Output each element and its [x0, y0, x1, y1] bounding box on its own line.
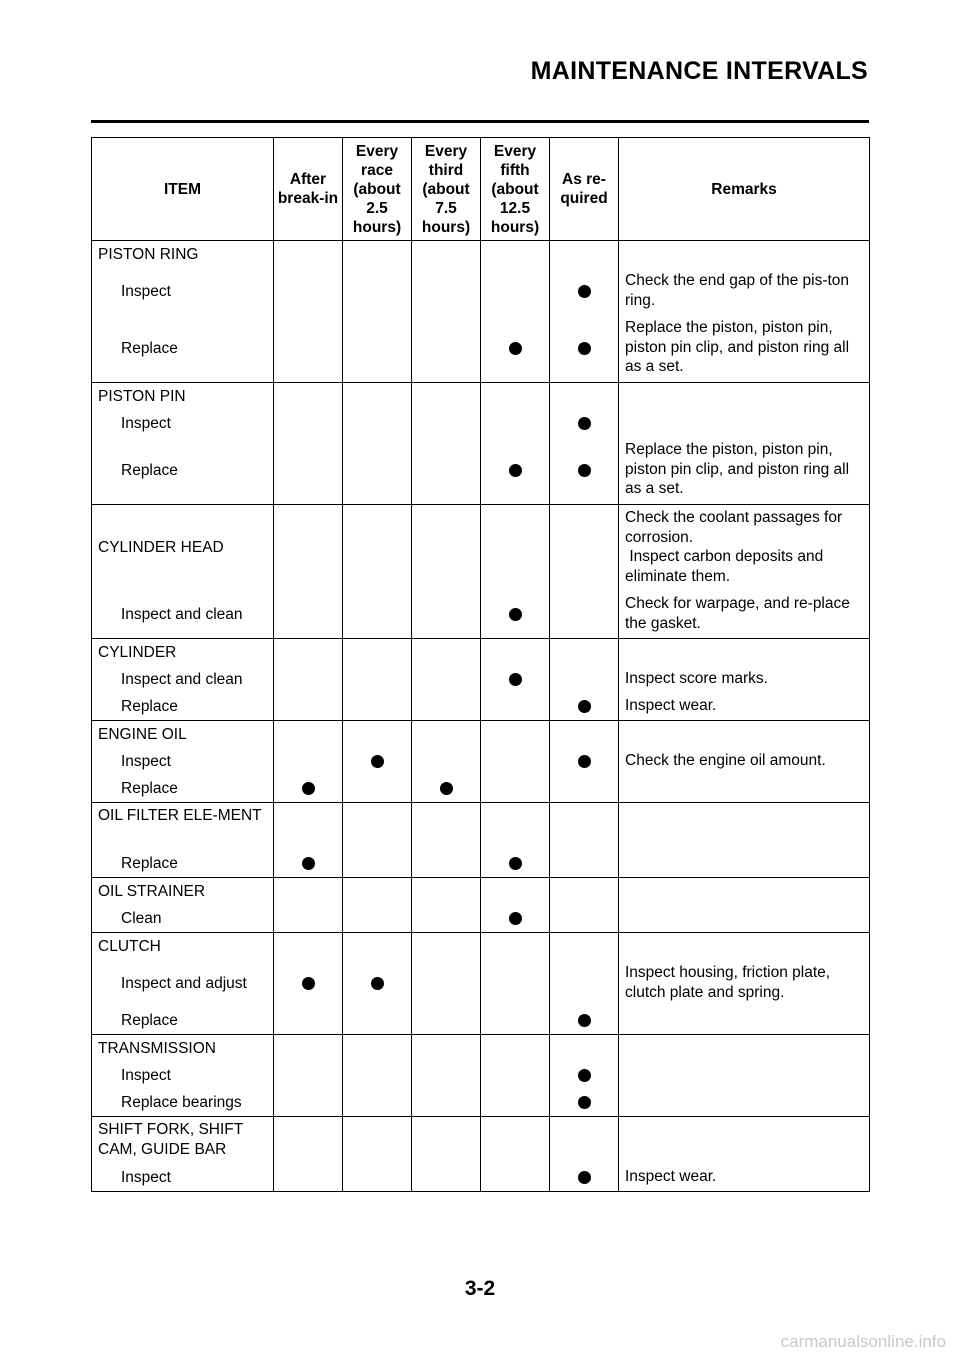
col-item: ITEM	[92, 138, 274, 241]
table-row	[92, 383, 870, 505]
item-label: Inspect	[121, 414, 171, 432]
group-remark	[619, 721, 869, 748]
spacer	[343, 878, 411, 905]
remarks-cell	[619, 639, 870, 721]
remark-text	[619, 1089, 869, 1116]
item-cell	[92, 1117, 274, 1192]
interval-cell	[274, 878, 343, 933]
mark-slot	[550, 905, 618, 932]
spacer	[550, 383, 618, 410]
interval-cell	[481, 1117, 550, 1192]
interval-cell	[412, 639, 481, 721]
remarks-cell	[619, 933, 870, 1035]
interval-cell	[343, 505, 412, 639]
mark-slot	[481, 437, 549, 504]
interval-cell	[412, 878, 481, 933]
mark-slot	[412, 775, 480, 802]
mark-slot	[343, 410, 411, 437]
bullet-icon	[509, 673, 522, 686]
mark-slot	[343, 315, 411, 382]
group-title: CYLINDER HEAD	[98, 539, 224, 556]
remarks-cell	[619, 721, 870, 803]
spacer	[550, 803, 618, 850]
remark-text: Check the end gap of the pis-ton ring.	[625, 272, 850, 309]
bullet-icon	[371, 977, 384, 990]
mark-slot	[412, 850, 480, 877]
spacer	[343, 1117, 411, 1164]
group-title: CYLINDER	[98, 643, 177, 661]
interval-cell	[481, 505, 550, 639]
interval-cell	[274, 383, 343, 505]
mark-slot	[343, 748, 411, 775]
bullet-icon	[509, 342, 522, 355]
table-row	[92, 639, 870, 721]
group-title: SHIFT FORK, SHIFT CAM, GUIDE BAR	[98, 1121, 243, 1158]
spacer	[550, 1035, 618, 1062]
spacer	[550, 639, 618, 666]
mark-slot	[343, 437, 411, 504]
spacer	[343, 933, 411, 960]
spacer	[343, 721, 411, 748]
group-title: OIL STRAINER	[98, 882, 206, 900]
item-cell	[92, 241, 274, 383]
mark-slot	[481, 905, 549, 932]
spacer	[412, 1117, 480, 1164]
interval-cell	[412, 1035, 481, 1117]
mark-slot	[343, 591, 411, 638]
item-cell	[92, 878, 274, 933]
mark-slot	[481, 1007, 549, 1034]
mark-slot	[274, 905, 342, 932]
spacer	[274, 505, 342, 591]
col-every-race: Every race (about 2.5 hours)	[343, 138, 412, 241]
interval-cell	[412, 241, 481, 383]
interval-cell	[550, 241, 619, 383]
mark-slot	[481, 693, 549, 720]
mark-slot	[343, 775, 411, 802]
remarks-cell	[619, 241, 870, 383]
mark-slot	[274, 1062, 342, 1089]
bullet-icon	[509, 464, 522, 477]
interval-cell	[412, 505, 481, 639]
mark-slot	[412, 748, 480, 775]
interval-cell	[343, 241, 412, 383]
col-every-third: Every third (about 7.5 hours)	[412, 138, 481, 241]
item-label: Inspect and clean	[121, 670, 243, 688]
interval-cell	[274, 721, 343, 803]
remarks-cell	[619, 1035, 870, 1117]
mark-slot	[274, 1007, 342, 1034]
group-title: TRANSMISSION	[98, 1039, 216, 1057]
interval-cell	[274, 933, 343, 1035]
spacer	[274, 878, 342, 905]
bullet-icon	[302, 977, 315, 990]
spacer	[550, 241, 618, 268]
spacer	[274, 933, 342, 960]
spacer	[481, 933, 549, 960]
interval-cell	[481, 241, 550, 383]
mark-slot	[412, 960, 480, 1007]
spacer	[550, 721, 618, 748]
mark-slot	[274, 960, 342, 1007]
group-title: PISTON PIN	[98, 387, 186, 405]
item-cell	[92, 505, 274, 639]
bullet-icon	[302, 782, 315, 795]
group-remark	[619, 933, 869, 960]
item-label: Replace	[121, 779, 178, 797]
interval-cell	[343, 721, 412, 803]
group-remark	[619, 1117, 869, 1164]
interval-cell	[550, 721, 619, 803]
bullet-icon	[578, 1014, 591, 1027]
mark-slot	[481, 960, 549, 1007]
spacer	[481, 505, 549, 591]
remark-text: Replace the piston, piston pin, piston pin clip, and piston ring all as a set.	[625, 441, 850, 497]
interval-cell	[274, 803, 343, 878]
spacer	[481, 1117, 549, 1164]
group-title: ENGINE OIL	[98, 725, 187, 743]
group-remark	[619, 1035, 869, 1062]
interval-cell	[274, 505, 343, 639]
item-label: Inspect and clean	[121, 605, 243, 623]
interval-cell	[412, 383, 481, 505]
mark-slot	[274, 1164, 342, 1191]
mark-slot	[550, 591, 618, 638]
spacer	[343, 803, 411, 850]
interval-cell	[274, 639, 343, 721]
item-label: Inspect	[121, 282, 171, 300]
item-cell	[92, 803, 274, 878]
mark-slot	[550, 1164, 618, 1191]
item-cell	[92, 1035, 274, 1117]
interval-cell	[343, 639, 412, 721]
remark-text: Inspect score marks.	[625, 670, 768, 687]
interval-cell	[412, 1117, 481, 1192]
interval-cell	[481, 878, 550, 933]
mark-slot	[550, 1007, 618, 1034]
item-cell	[92, 721, 274, 803]
mark-slot	[343, 1164, 411, 1191]
mark-slot	[343, 960, 411, 1007]
spacer	[481, 803, 549, 850]
interval-cell	[412, 803, 481, 878]
spacer	[481, 241, 549, 268]
remark-text: Inspect wear.	[625, 697, 717, 714]
item-cell	[92, 383, 274, 505]
mark-slot	[343, 850, 411, 877]
mark-slot	[412, 410, 480, 437]
col-after-break-in: After break-in	[274, 138, 343, 241]
mark-slot	[550, 437, 618, 504]
mark-slot	[481, 1089, 549, 1116]
mark-slot	[412, 1164, 480, 1191]
bullet-icon	[578, 1069, 591, 1082]
remark-text: Replace the piston, piston pin, piston pin clip, and piston ring all as a set.	[625, 319, 850, 375]
spacer	[274, 383, 342, 410]
mark-slot	[550, 268, 618, 315]
spacer	[274, 639, 342, 666]
spacer	[550, 1117, 618, 1164]
mark-slot	[274, 437, 342, 504]
mark-slot	[343, 666, 411, 693]
group-remark	[619, 878, 869, 905]
group-remark	[619, 639, 869, 666]
spacer	[550, 878, 618, 905]
mark-slot	[550, 748, 618, 775]
mark-slot	[412, 693, 480, 720]
interval-cell	[550, 803, 619, 878]
mark-slot	[550, 850, 618, 877]
mark-slot	[481, 748, 549, 775]
mark-slot	[481, 1164, 549, 1191]
interval-cell	[481, 933, 550, 1035]
item-label: Clean	[121, 909, 162, 927]
mark-slot	[412, 315, 480, 382]
spacer	[274, 241, 342, 268]
remark-text	[619, 1007, 869, 1034]
interval-cell	[343, 383, 412, 505]
interval-cell	[343, 803, 412, 878]
interval-cell	[412, 933, 481, 1035]
mark-slot	[274, 315, 342, 382]
mark-slot	[481, 850, 549, 877]
spacer	[412, 1035, 480, 1062]
mark-slot	[343, 268, 411, 315]
mark-slot	[343, 905, 411, 932]
header-rule	[91, 120, 869, 123]
bullet-icon	[509, 857, 522, 870]
mark-slot	[274, 1089, 342, 1116]
spacer	[343, 1035, 411, 1062]
interval-cell	[481, 1035, 550, 1117]
interval-cell	[550, 1117, 619, 1192]
table-row	[92, 878, 870, 933]
mark-slot	[550, 666, 618, 693]
item-cell	[92, 639, 274, 721]
remark-text: Check for warpage, and re-place the gasket.	[625, 595, 850, 632]
interval-cell	[550, 383, 619, 505]
spacer	[343, 505, 411, 591]
col-as-required: As re-quired	[550, 138, 619, 241]
mark-slot	[550, 960, 618, 1007]
interval-cell	[550, 933, 619, 1035]
page-title: MAINTENANCE INTERVALS	[530, 57, 868, 85]
interval-cell	[343, 933, 412, 1035]
interval-cell	[274, 1117, 343, 1192]
table-row	[92, 505, 870, 639]
mark-slot	[274, 410, 342, 437]
mark-slot	[343, 693, 411, 720]
spacer	[550, 505, 618, 591]
item-label: Replace	[121, 854, 178, 872]
bullet-icon	[578, 464, 591, 477]
spacer	[412, 933, 480, 960]
bullet-icon	[509, 608, 522, 621]
mark-slot	[343, 1007, 411, 1034]
spacer	[412, 505, 480, 591]
interval-cell	[274, 241, 343, 383]
mark-slot	[481, 666, 549, 693]
mark-slot	[412, 591, 480, 638]
spacer	[550, 933, 618, 960]
group-remark	[619, 241, 869, 268]
mark-slot	[274, 268, 342, 315]
item-label: Replace	[121, 1011, 178, 1029]
remark-text: Inspect wear.	[625, 1168, 717, 1185]
spacer	[343, 241, 411, 268]
spacer	[481, 1035, 549, 1062]
group-remark	[619, 803, 869, 850]
spacer	[481, 383, 549, 410]
interval-cell	[481, 639, 550, 721]
mark-slot	[412, 666, 480, 693]
mark-slot	[481, 315, 549, 382]
mark-slot	[481, 591, 549, 638]
interval-cell	[343, 1117, 412, 1192]
col-every-fifth: Every fifth (about 12.5 hours)	[481, 138, 550, 241]
bullet-icon	[440, 782, 453, 795]
spacer	[412, 241, 480, 268]
remarks-cell	[619, 1117, 870, 1192]
mark-slot	[274, 775, 342, 802]
mark-slot	[274, 850, 342, 877]
mark-slot	[412, 905, 480, 932]
col-remarks: Remarks	[619, 138, 870, 241]
mark-slot	[550, 693, 618, 720]
table-row	[92, 721, 870, 803]
mark-slot	[274, 666, 342, 693]
table-row	[92, 1035, 870, 1117]
mark-slot	[550, 1062, 618, 1089]
remark-text	[619, 905, 869, 932]
group-remark: Check the coolant passages for corrosion. Inspect carbon deposits and eliminate them.	[625, 509, 843, 585]
group-title: PISTON RING	[98, 245, 199, 263]
table-row	[92, 1117, 870, 1192]
item-cell	[92, 933, 274, 1035]
bullet-icon	[578, 417, 591, 430]
spacer	[481, 878, 549, 905]
mark-slot	[412, 1089, 480, 1116]
interval-cell	[412, 721, 481, 803]
spacer	[274, 1035, 342, 1062]
mark-slot	[274, 693, 342, 720]
mark-slot	[274, 591, 342, 638]
spacer	[481, 639, 549, 666]
mark-slot	[412, 1062, 480, 1089]
mark-slot	[481, 1062, 549, 1089]
interval-cell	[343, 1035, 412, 1117]
item-label: Replace	[121, 697, 178, 715]
remark-text: Inspect housing, friction plate, clutch plate and spring.	[625, 964, 831, 1001]
interval-cell	[550, 639, 619, 721]
mark-slot	[550, 1089, 618, 1116]
bullet-icon	[578, 285, 591, 298]
mark-slot	[481, 775, 549, 802]
item-label: Inspect	[121, 1168, 171, 1186]
interval-cell	[481, 803, 550, 878]
interval-cell	[274, 1035, 343, 1117]
bullet-icon	[578, 700, 591, 713]
bullet-icon	[578, 1096, 591, 1109]
remarks-cell	[619, 803, 870, 878]
interval-cell	[343, 878, 412, 933]
mark-slot	[412, 268, 480, 315]
spacer	[274, 1117, 342, 1164]
interval-cell	[481, 383, 550, 505]
spacer	[274, 803, 342, 850]
spacer	[481, 721, 549, 748]
bullet-icon	[578, 342, 591, 355]
remarks-cell	[619, 878, 870, 933]
spacer	[274, 721, 342, 748]
group-title: CLUTCH	[98, 937, 161, 955]
item-label: Replace	[121, 339, 178, 357]
spacer	[412, 383, 480, 410]
item-label: Replace	[121, 461, 178, 479]
bullet-icon	[578, 755, 591, 768]
table-header-row	[92, 138, 870, 241]
spacer	[412, 639, 480, 666]
spacer	[412, 803, 480, 850]
mark-slot	[412, 437, 480, 504]
item-label: Inspect and adjust	[121, 974, 247, 992]
maintenance-table	[91, 137, 870, 1192]
mark-slot	[343, 1062, 411, 1089]
watermark: carmanualsonline.info	[780, 1332, 946, 1351]
item-label: Replace bearings	[121, 1093, 242, 1111]
group-remark	[619, 383, 869, 410]
group-title: OIL FILTER ELE-MENT	[98, 807, 262, 824]
remarks-cell	[619, 383, 870, 505]
table-row	[92, 241, 870, 383]
remark-text	[619, 775, 869, 802]
table-row	[92, 933, 870, 1035]
remarks-cell	[619, 505, 870, 639]
mark-slot	[481, 410, 549, 437]
remark-text: Check the engine oil amount.	[625, 752, 826, 769]
mark-slot	[481, 268, 549, 315]
spacer	[412, 721, 480, 748]
item-label: Inspect	[121, 1066, 171, 1084]
interval-cell	[550, 1035, 619, 1117]
mark-slot	[274, 748, 342, 775]
spacer	[343, 383, 411, 410]
mark-slot	[412, 1007, 480, 1034]
bullet-icon	[371, 755, 384, 768]
remark-text	[619, 850, 869, 877]
interval-cell	[550, 505, 619, 639]
mark-slot	[550, 315, 618, 382]
bullet-icon	[302, 857, 315, 870]
bullet-icon	[509, 912, 522, 925]
interval-cell	[481, 721, 550, 803]
interval-cell	[550, 878, 619, 933]
mark-slot	[550, 775, 618, 802]
page-number: 3-2	[464, 1277, 496, 1300]
remark-text	[619, 1062, 869, 1089]
remark-text	[619, 410, 869, 437]
bullet-icon	[578, 1171, 591, 1184]
spacer	[412, 878, 480, 905]
spacer	[343, 639, 411, 666]
table-row	[92, 803, 870, 878]
item-label: Inspect	[121, 752, 171, 770]
mark-slot	[550, 410, 618, 437]
mark-slot	[343, 1089, 411, 1116]
